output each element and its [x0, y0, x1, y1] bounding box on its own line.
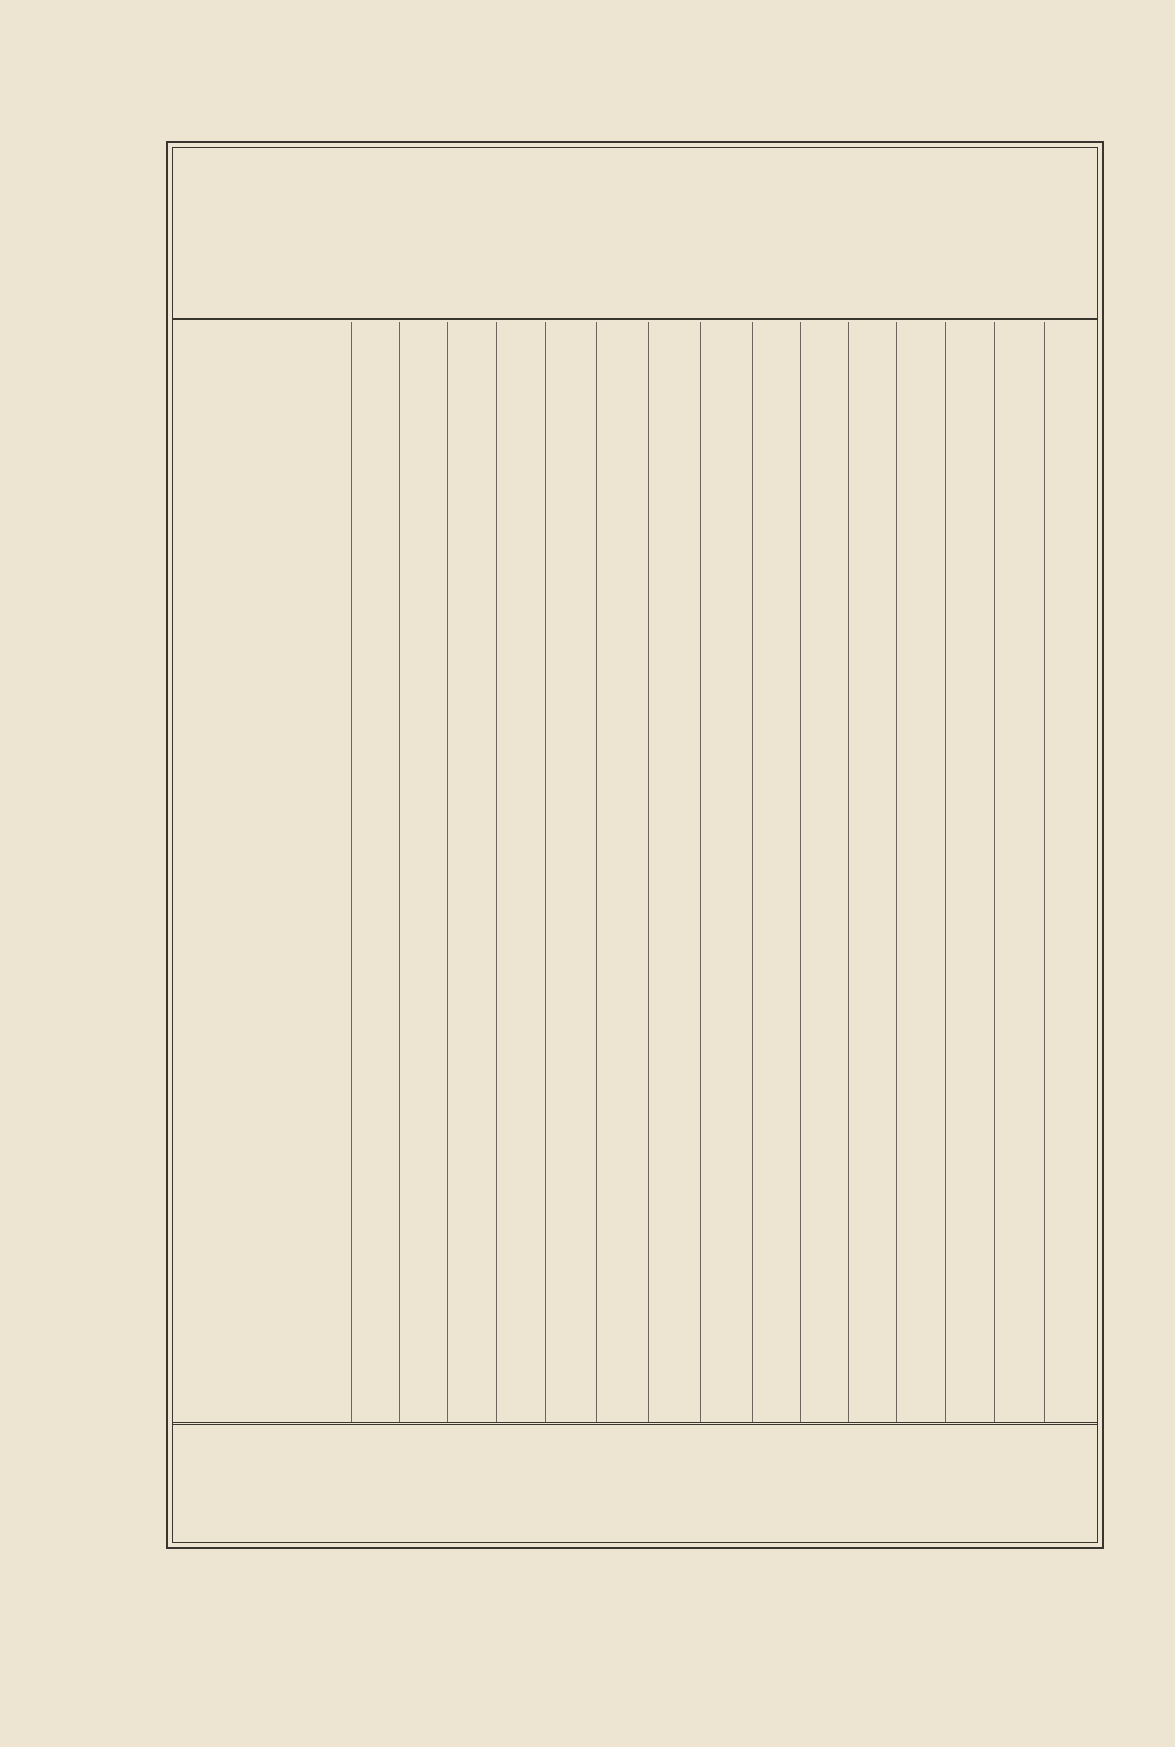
column-divider — [800, 322, 801, 1422]
footer-rule — [172, 1422, 1098, 1427]
column-divider — [848, 322, 849, 1422]
table-frame — [166, 141, 1104, 1549]
header-rule — [172, 318, 1098, 320]
column-divider — [700, 322, 701, 1422]
column-divider — [994, 322, 995, 1422]
column-divider — [496, 322, 497, 1422]
column-divider — [351, 322, 352, 1422]
column-divider — [545, 322, 546, 1422]
column-divider — [896, 322, 897, 1422]
column-divider — [648, 322, 649, 1422]
column-divider — [752, 322, 753, 1422]
column-divider — [399, 322, 400, 1422]
column-divider — [1044, 322, 1045, 1422]
column-divider — [945, 322, 946, 1422]
column-divider — [596, 322, 597, 1422]
column-divider — [447, 322, 448, 1422]
